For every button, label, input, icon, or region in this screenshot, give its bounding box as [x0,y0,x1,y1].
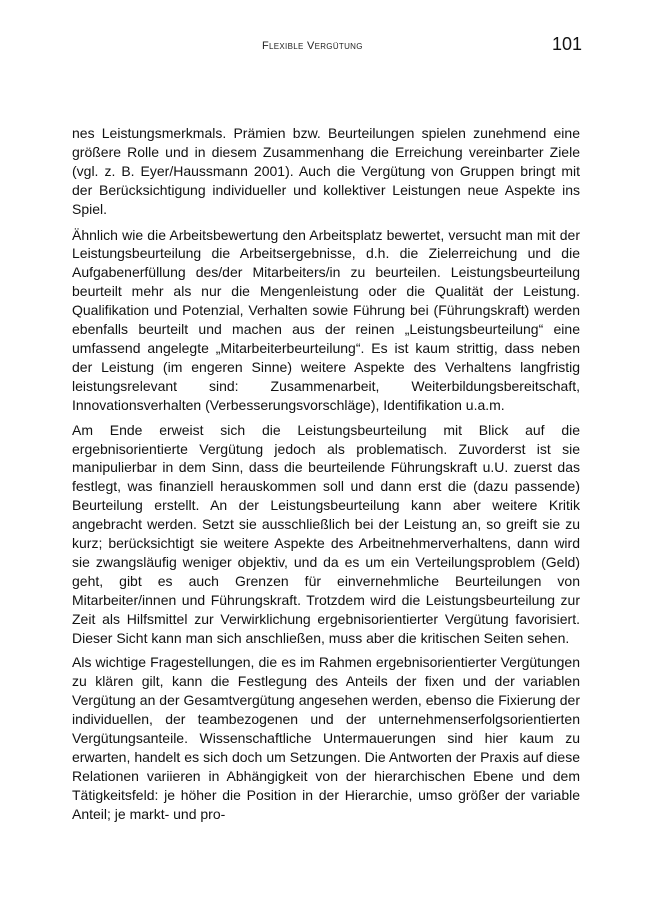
paragraph-4: Als wichtige Fragestellungen, die es im Rahmen ergebnisorientierter Vergütungen zu klären gilt, kann die Festlegung des Anteils der fixen und der variablen Vergütung an der Gesamtvergütung angesehen werden, ebenso die Fixierung der individuellen, der teambezogenen und der unternehmenserfolgsorientierten Vergütungsanteile. Wissenschaftliche Untermauerungen sind hier kaum zu erwarten, handelt es sich doch um Setzungen. Die Antworten der Praxis auf diese Relationen variieren in Abhängigkeit von der hierarchischen Ebene und dem Tätigkeitsfeld: je höher die Position in der Hierarchie, umso größer der variable Anteil; je markt- und pro- [72,654,580,822]
paragraph-2: Ähnlich wie die Arbeitsbewertung den Arbeitsplatz bewertet, versucht man mit der Leistungsbeurteilung die Arbeitsergebnisse, d.h. die Zielerreichung und die Aufgabenerfüllung des/der Mitarbeiters/in zu beurteilen. Leistungsbeurteilung beurteilt mehr als nur die Mengenleistung oder die Qualität der Leistung. Qualifikation und Potenzial, Verhalten sowie Führung bei (Führungskraft) werden ebenfalls beurteilt und machen aus der reinen „Leistungsbeurteilung“ eine umfassend angelegte „Mitarbeiterbeurteilung“. Es ist kaum strittig, dass neben der Leistung (im engeren Sinne) weitere Aspekte des Verhaltens langfristig leistungsrelevant sind: Zusammenarbeit, Weiterbildungsbereitschaft, Innovationsverhalten (Verbesserungsvorschläge), Identifikation u.a.m. [72,226,580,413]
body-text [72,124,580,830]
page-header [72,34,582,56]
paragraph-3: Am Ende erweist sich die Leistungsbeurteilung mit Blick auf die ergebnisorientierte Vergütung jedoch als problematisch. Zuvorderst ist sie manipulierbar in dem Sinn, dass die beurteilende Führungskraft u.U. zuerst das festlegt, was finanziell herauskommen soll und dann erst die (dazu passende) Beurteilung erstellt. An der Leistungsbeurteilung kann aber weitere Kritik angebracht werden. Setzt sie ausschließlich bei der Leistung an, so greift sie zu kurz; berücksichtigt sie weitere Aspekte des Arbeitnehmerverhaltens, dann wird sie zwangsläufig weniger objektiv, und da es um ein Verteilungsproblem (Geld) geht, gibt es auch Grenzen für einvernehmliche Beurteilungen von Mitarbeiter/innen und Führungskraft. Trotzdem wird die Leistungsbeurteilung zur Zeit als Hilfsmittel zur Verwirklichung ergebnisorientierter Vergütung favorisiert. Dieser Sicht kann man sich anschließen, muss aber die kritischen Seiten sehen. [72,421,580,646]
paragraph-1: nes Leistungsmerkmals. Prämien bzw. Beurteilungen spielen zunehmend eine größere Rolle und in diesem Zusammenhang die Erreichung vereinbarter Ziele (vgl. z. B. Eyer/Haussmann 2001). Auch die Vergütung von Gruppen bringt mit der Berücksichtigung individueller und kollektiver Leistungen neue Aspekte ins Spiel. [72,125,580,217]
page-number: 101 [551,34,582,54]
running-title: Flexible Vergütung [262,40,363,52]
